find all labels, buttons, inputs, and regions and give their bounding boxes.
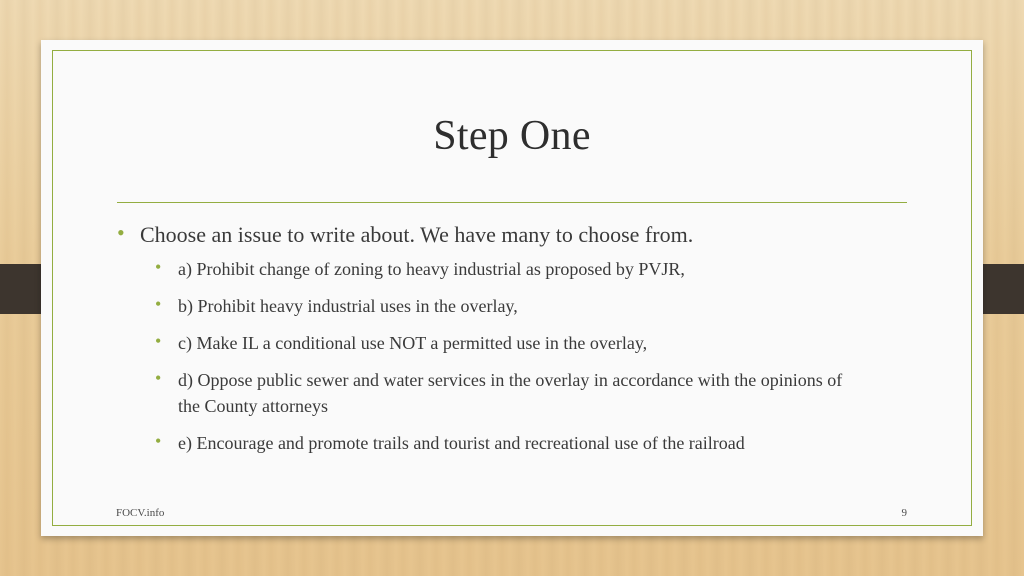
sub-bullet-item xyxy=(117,293,917,319)
bullet-dot-icon: • xyxy=(155,431,162,451)
bullet-dot-icon: • xyxy=(155,257,162,277)
sub-bullet-text: a) Prohibit change of zoning to heavy industrial as proposed by PVJR, xyxy=(178,259,685,279)
sub-bullet-item xyxy=(117,256,917,282)
bullet-dot-icon: • xyxy=(155,294,162,314)
footer-text: FOCV.info xyxy=(116,507,165,519)
title-divider xyxy=(117,202,907,203)
sub-bullet-text: c) Make IL a conditional use NOT a permitted use in the overlay, xyxy=(178,333,648,353)
bullet-dot-icon: • xyxy=(155,368,162,388)
sub-bullet-item xyxy=(117,367,917,419)
slide xyxy=(41,40,983,536)
page-number: 9 xyxy=(901,507,907,519)
sub-bullet-text: e) Encourage and promote trails and tourist and recreational use of the railroad xyxy=(178,433,745,453)
bullet-dot-icon: • xyxy=(117,220,125,245)
slide-content xyxy=(117,220,917,467)
sub-bullet-item xyxy=(117,430,917,456)
slide-title: Step One xyxy=(433,113,591,159)
sub-bullet-text: b) Prohibit heavy industrial uses in the overlay, xyxy=(178,296,518,316)
sub-bullet-item xyxy=(117,330,917,356)
bullet-dot-icon: • xyxy=(155,331,162,351)
bullet-item xyxy=(117,220,917,250)
sub-bullet-text: d) Oppose public sewer and water services in the overlay in accordance with the opinions of the County attorneys xyxy=(178,370,843,416)
bullet-text: Choose an issue to write about. We have many to choose from. xyxy=(140,222,694,247)
